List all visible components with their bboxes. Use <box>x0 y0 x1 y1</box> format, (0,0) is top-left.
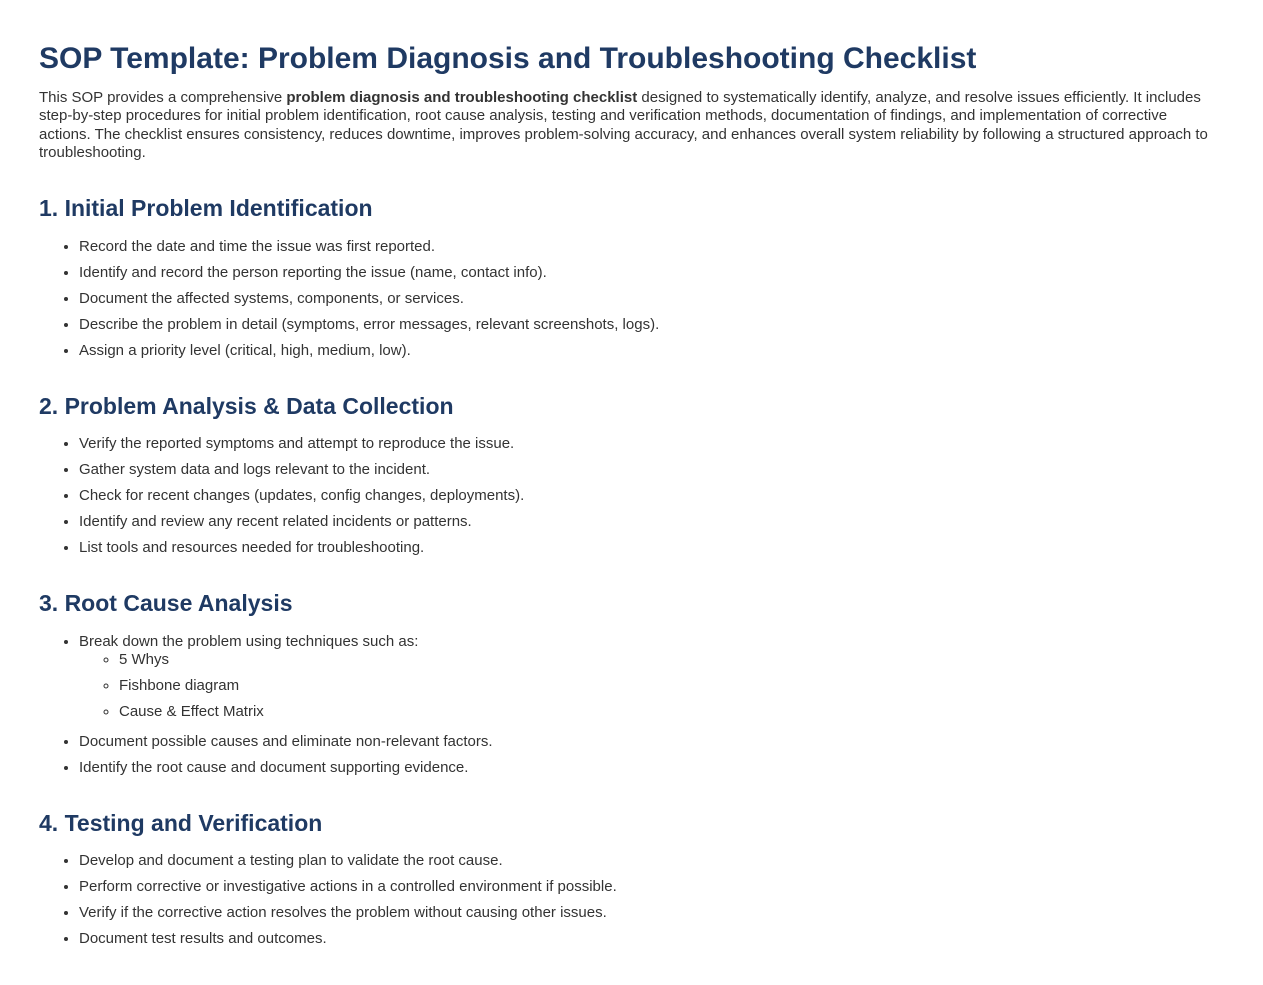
checklist-item <box>79 633 1217 721</box>
checklist-item: • Check for recent changes (updates, config changes, deployments). <box>79 487 1217 505</box>
section-heading: 1. Initial Problem Identification <box>39 195 373 222</box>
checklist-item: • Document the affected systems, components, or services. <box>79 290 1217 308</box>
document-title: SOP Template: Problem Diagnosis and Troubleshooting Checklist <box>39 42 977 75</box>
intro-text-pre: This SOP provides a comprehensive <box>39 89 287 106</box>
section-root-cause-analysis <box>39 590 1217 776</box>
section-heading: 3. Root Cause Analysis <box>39 590 293 617</box>
checklist-item: • Document possible causes and eliminate non-relevant factors. <box>79 733 1217 751</box>
checklist-item: • Verify if the corrective action resolves the problem without causing other issues. <box>79 904 1217 922</box>
section-problem-analysis-data-collection <box>39 393 1217 557</box>
checklist-item: • Gather system data and logs relevant to the incident. <box>79 461 1217 479</box>
checklist-item: • Assign a priority level (critical, high, medium, low). <box>79 342 1217 360</box>
intro-keyword-bold: problem diagnosis and troubleshooting checklist <box>286 89 638 106</box>
section-testing-and-verification <box>39 810 1217 948</box>
checklist-item: • Identify and review any recent related incidents or patterns. <box>79 513 1217 531</box>
checklist-item: • Document test results and outcomes. <box>79 930 1217 948</box>
sub-checklist-item: ◦ Cause & Effect Matrix <box>119 703 1217 721</box>
checklist-item-text: Break down the problem using techniques such as: <box>79 632 419 650</box>
checklist-item: • Record the date and time the issue was first reported. <box>79 238 1217 256</box>
intro-text-post: designed to systematically identify, analyze, and resolve issues efficiently. It includes step-by-step procedures for initial problem identification, root cause analysis, testing and verification methods, documentation of findings, and implementation of corrective actions. The checklist ensures consistency, reduces downtime, improves problem-solving accuracy, and enhances overall system reliability by following a structured approach to troubleshooting. <box>39 89 1208 161</box>
section-heading: 4. Testing and Verification <box>39 809 323 836</box>
checklist <box>39 852 1217 948</box>
checklist-item: • Verify the reported symptoms and attempt to reproduce the issue. <box>79 435 1217 453</box>
checklist-item: • Develop and document a testing plan to validate the root cause. <box>79 852 1217 870</box>
checklist-item: • Describe the problem in detail (symptoms, error messages, relevant screenshots, logs). <box>79 316 1217 334</box>
checklist-item: • Perform corrective or investigative actions in a controlled environment if possible. <box>79 878 1217 896</box>
intro-paragraph <box>39 89 1217 162</box>
checklist <box>39 435 1217 557</box>
checklist-item: • Identify the root cause and document supporting evidence. <box>79 759 1217 777</box>
sub-checklist <box>79 651 1217 721</box>
sub-checklist-item: ◦ 5 Whys <box>119 651 1217 669</box>
checklist <box>39 633 1217 777</box>
section-initial-problem-identification <box>39 195 1217 359</box>
checklist <box>39 238 1217 360</box>
section-heading: 2. Problem Analysis & Data Collection <box>39 392 454 419</box>
checklist-item: • Identify and record the person reporting the issue (name, contact info). <box>79 264 1217 282</box>
checklist-item: • List tools and resources needed for troubleshooting. <box>79 539 1217 557</box>
sub-checklist-item: ◦ Fishbone diagram <box>119 677 1217 695</box>
